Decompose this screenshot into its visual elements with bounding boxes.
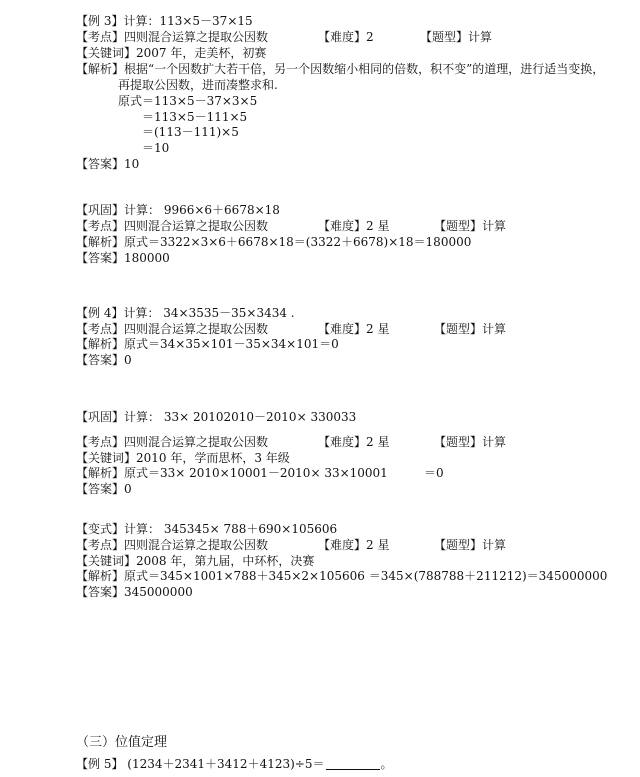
solution-step: ＝(113－111)×5 bbox=[142, 125, 239, 139]
kaodian-label: 【考点】四则混合运算之提取公因数 bbox=[76, 538, 269, 552]
analysis-label: 【解析】根据“一个因数扩大若干倍，另一个因数缩小相同的倍数，积不变”的道理，进行适当变换， bbox=[76, 62, 605, 76]
kaodian-label: 【考点】四则混合运算之提取公因数 bbox=[76, 322, 269, 336]
answer-blank[interactable] bbox=[326, 757, 380, 770]
answer-label: 【答案】180000 bbox=[76, 251, 170, 265]
difficulty-label: 【难度】2 bbox=[318, 30, 374, 44]
exercise-title: 【巩固】计算： 9966×6＋6678×18 bbox=[76, 203, 280, 217]
analysis-label: 【解析】原式＝345×1001×788＋345×2×105606 ＝345×(788788＋211212)＝345000000 bbox=[76, 569, 608, 583]
difficulty-label: 【难度】2 星 bbox=[318, 435, 390, 449]
analysis-label: 【解析】原式＝33× 2010×10001－2010× 33×10001 bbox=[76, 466, 388, 480]
question-type-label: 【题型】计算 bbox=[434, 538, 507, 552]
analysis-label: 【解析】原式＝3322×3×6＋6678×18＝(3322＋6678)×18＝180000 bbox=[76, 235, 472, 249]
answer-label: 【答案】0 bbox=[76, 353, 132, 367]
sentence-end: 。 bbox=[380, 757, 393, 771]
solution-step: ＝10 bbox=[142, 141, 170, 155]
example-title: 【例 4】计算： 34×3535－35×3434 . bbox=[76, 306, 295, 320]
answer-label: 【答案】0 bbox=[76, 482, 132, 496]
question-type-label: 【题型】计算 bbox=[434, 435, 507, 449]
solution-step: ＝113×5－111×5 bbox=[142, 110, 248, 124]
question-type-label: 【题型】计算 bbox=[434, 322, 507, 336]
answer-label: 【答案】10 bbox=[76, 157, 140, 171]
analysis-continuation: 再提取公因数，进而凑整求和. bbox=[118, 78, 278, 92]
exercise-title: 【变式】计算： 345345× 788＋690×105606 bbox=[76, 522, 338, 536]
kaodian-label: 【考点】四则混合运算之提取公因数 bbox=[76, 435, 269, 449]
answer-label: 【答案】345000000 bbox=[76, 585, 193, 599]
exercise-title: 【巩固】计算： 33× 20102010－2010× 330033 bbox=[76, 410, 357, 424]
question-type-label: 【题型】计算 bbox=[434, 219, 507, 233]
keywords-label: 【关键词】2010 年，学而思杯，3 年级 bbox=[76, 451, 290, 465]
difficulty-label: 【难度】2 星 bbox=[318, 219, 390, 233]
keywords-label: 【关键词】2008 年，第九届，中环杯，决赛 bbox=[76, 554, 315, 568]
kaodian-label: 【考点】四则混合运算之提取公因数 bbox=[76, 30, 269, 44]
analysis-result: ＝0 bbox=[424, 466, 444, 480]
difficulty-label: 【难度】2 星 bbox=[318, 322, 390, 336]
analysis-label: 【解析】原式＝34×35×101－35×34×101＝0 bbox=[76, 337, 339, 351]
solution-step: 原式＝113×5－37×3×5 bbox=[118, 94, 258, 108]
question-type-label: 【题型】计算 bbox=[420, 30, 493, 44]
example-title: 【例 3】计算：113×5－37×15 bbox=[76, 14, 253, 28]
keywords-label: 【关键词】2007 年，走美杯，初赛 bbox=[76, 46, 267, 60]
section-heading: （三）位值定理 bbox=[76, 735, 168, 750]
difficulty-label: 【难度】2 星 bbox=[318, 538, 390, 552]
example-5 bbox=[76, 757, 393, 772]
kaodian-label: 【考点】四则混合运算之提取公因数 bbox=[76, 219, 269, 233]
example-title: 【例 5】 (1234＋2341＋3412＋4123)÷5＝ bbox=[76, 757, 325, 771]
